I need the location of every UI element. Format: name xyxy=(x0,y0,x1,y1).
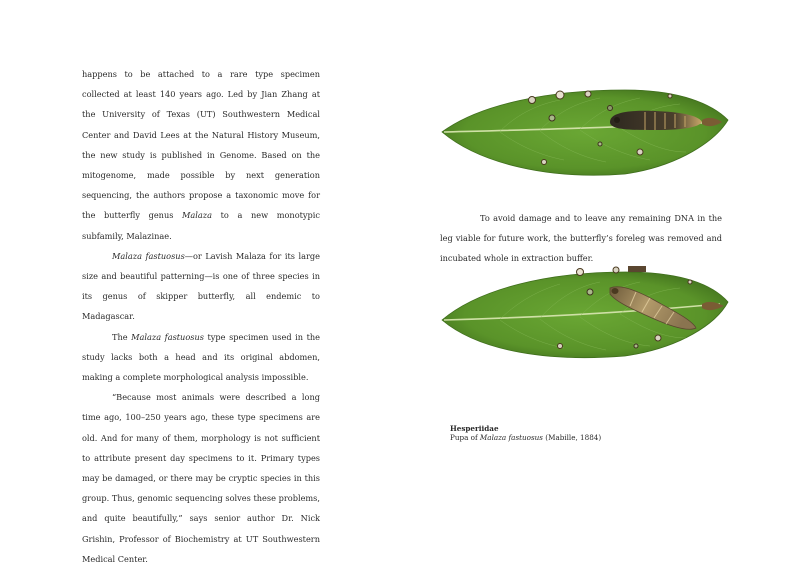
right-page xyxy=(400,0,800,467)
italic-text-run: Malaza xyxy=(182,210,213,221)
italic-text-run: Malaza fastuosus xyxy=(112,250,185,261)
body-paragraph xyxy=(82,387,320,569)
right-page-text: To avoid damage and to leave any remaining DNA in the leg viable for future work, the butterfly’s foreleg was removed and incubated whole in extraction buffer. xyxy=(440,213,722,264)
text-run: The xyxy=(112,331,132,342)
leaf-with-pupa-image xyxy=(440,82,730,186)
article-body-text xyxy=(82,64,320,569)
caption-prefix: Pupa of xyxy=(450,433,480,442)
body-paragraph xyxy=(82,327,320,388)
body-paragraph xyxy=(82,64,320,246)
text-run: “Because most animals were described a long time ago, 100–250 years ago, these type specimens are old. And for many of them, morphology is not sufficient to attribute present day specimens to it. Primary types may be damaged, or there may be cryptic species in this group. Thus, genomic sequencing solves these problems, and quite beautifully,” says senior author Dr. Nick Grishin, Professor of Biochemistry at UT Southwestern Medical Center. xyxy=(82,392,320,564)
caption-title: Hesperiidae xyxy=(450,424,499,433)
leaf-photo-top xyxy=(440,82,730,186)
text-run: to a new monotypic subfamily, Malazinae. xyxy=(82,210,320,241)
left-page xyxy=(0,0,400,564)
text-run: happens to be attached to a rare type specimen collected at least 140 years ago. Led by Jian Zhang at the University of Texas (UT) Southwestern Medical Center and David Lees at the Natural History Museum, the new study is published in Genome. Based on the mitogenome, made possible by next generation sequencing, the authors propose a taxonomic move for the butterfly genus xyxy=(82,69,320,221)
text-run: —or Lavish Malaza for its large size and beautiful patterning—is one of three species in its genus of skipper butterfly, all endemic to Madagascar. xyxy=(82,250,320,322)
text-run: type specimen used in the study lacks both a head and its original abdomen, making a complete morphological analysis impossible. xyxy=(82,331,320,383)
body-paragraph xyxy=(82,246,320,327)
leaf-with-pupa-exuvia-image xyxy=(440,262,730,366)
italic-text-run: Malaza fastuosus xyxy=(131,331,204,342)
caption-species: Malaza fastuosus xyxy=(479,433,543,442)
figure-caption xyxy=(450,424,601,442)
leaf-photo-bottom xyxy=(440,262,730,366)
caption-suffix: (Mabille, 1884) xyxy=(543,433,602,442)
caption-subtitle xyxy=(450,433,601,442)
